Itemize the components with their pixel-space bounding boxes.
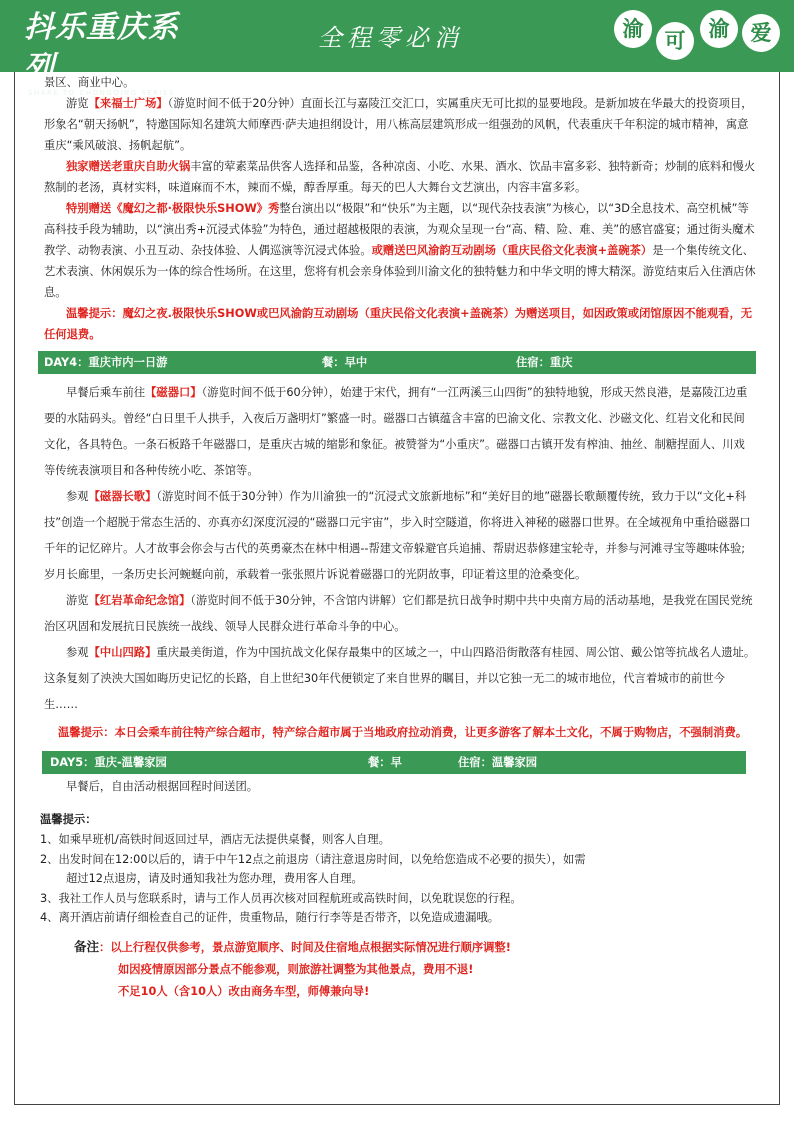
day4-p1-pre: 早餐后乘车前往 (66, 386, 146, 399)
brand-title: 抖乐重庆系列 (24, 10, 179, 85)
tips-list (40, 830, 756, 928)
day5-title: DAY5：重庆-温馨家园 (50, 756, 167, 769)
tips-section (40, 809, 756, 928)
day3-p3-highlight: 特别赠送《魔幻之都·极限快乐SHOW》秀 (66, 202, 280, 215)
day4-p4-text: 重庆最美街道，作为中国抗战文化保存最集中的区域之一，中山四路沿街散落有桂园、周公馆、戴公馆等抗战名人遗址。这条复刻了泱泱大国如晦历史记忆的长路，自上世纪30年代便锁定了来自世界的瞩目，并以它独一无二的城市地位，代言着城市的前世今生…… (44, 646, 756, 711)
day4-p4-highlight: 【中山四路】 (88, 646, 157, 659)
day3-tip: 温馨提示：魔幻之夜.极限快乐SHOW或巴风渝韵互动剧场（重庆民俗文化表演+盖碗茶）为赠送项目，如因政策或闭馆原因不能观看，无任何退费。 (44, 307, 753, 341)
day4-p4 (44, 640, 756, 718)
itinerary-content (40, 72, 756, 1003)
day3-p1-pre: 游览 (66, 97, 89, 110)
day4-p2 (44, 484, 756, 588)
day4-body (44, 380, 756, 743)
day3-p1 (44, 93, 756, 156)
badge-1: 渝 (614, 10, 652, 48)
day3-p2 (44, 156, 756, 198)
day4-p3-pre: 游览 (66, 594, 89, 607)
note-line-1 (44, 936, 756, 959)
day4-p3-text: （游览时间不低于30分钟，不含馆内讲解）它们都是抗日战争时期中共中央南方局的活动基地，是我党在国民党统治区巩固和发展抗日民族统一战线、领导人民群众进行革命斗争的中心。 (44, 594, 753, 633)
note-line-1-text: ：以上行程仅供参考，景点游览顺序、时间及住宿地点根据实际情况进行顺序调整! (99, 940, 511, 954)
brand-subtitle: SHARE TO CHONGQING SERIES (28, 89, 175, 97)
slogan-badges (614, 8, 784, 66)
day4-title: DAY4：重庆市内一日游 (44, 356, 168, 369)
day3-p1-highlight: 【来福士广场】 (88, 97, 168, 110)
day4-p2-pre: 参观 (66, 490, 89, 503)
tips-item-3: 3、我社工作人员与您联系时，请与工作人员再次核对回程航班或高铁时间，以免耽误您的行程。 (40, 891, 522, 905)
day3-p3-text2: 是一个集传统文化、艺术表演、休闲娱乐为一体的综合性场所。在这里，您将有机会亲身体验到川渝文化的独特魅力和中华文明的博大精深。游览结束后入住酒店休息。 (44, 244, 756, 299)
note-section (44, 936, 756, 1003)
tips-item-4: 4、离开酒店前请仔细检查自己的证件，贵重物品，随行行李等是否带齐，以免造成遗漏哦。 (40, 911, 500, 924)
day5-stay: 住宿：温馨家园 (458, 756, 538, 769)
badge-2: 可 (656, 22, 694, 60)
day4-p4-pre: 参观 (66, 646, 89, 659)
day4-p1 (44, 380, 756, 484)
day4-p3 (44, 588, 756, 640)
tips-item-1: 1、如乘早班机/高铁时间返回过早，酒店无法提供桌餐，则客人自理。 (40, 833, 390, 846)
day5-header (42, 751, 746, 774)
badge-4: 爱 (742, 14, 780, 52)
note-line-2: 如因疫情原因部分景点不能参观，则旅游社调整为其他景点，费用不退! (118, 962, 474, 976)
day4-p1-text: （游览时间不低于60分钟），始建于宋代，拥有“一江两溪三山四街”的独特地貌，形成天然良港，是嘉陵江边重要的水陆码头。曾经“白日里千人拱手，入夜后万盏明灯”繁盛一时。磁器口古镇蕴含丰富的巴渝文化、宗教文化、沙磁文化、红岩文化和民间文化，各具特色。一条石板路千年磁器口，是重庆古城的缩影和象征。被赞誉为“小重庆”。磁器口古镇开发有榨油、抽丝、制糖捏面人、川戏等传统表演项目和各种传统小吃、茶馆等。 (44, 386, 748, 477)
tips-item-2: 2、出发时间在12:00以后的，请于中午12点之前退房（请注意退房时间，以免给您造成不必要的损失），如需 (40, 852, 586, 866)
day3-p2-text: 丰富的荤素菜品供客人选择和品鉴，各种凉卤、小吃、水果、酒水、饮品丰富多彩、独特新奇；炒制的底料和慢火熬制的老汤，真材实料，味道麻而不木，辣而不燥，醇香厚重。每天的巴人大舞台文艺演出，内容丰富多彩。 (44, 160, 756, 194)
day3-p3-text: 整台演出以“极限”和“快乐”为主题，以“现代杂技表演”为核心，以“3D全息技术、高空机械”等高科技手段为辅助，以“演出秀+沉浸式体验”为特色，通过超越极限的表演，为观众呈现一台“高、精、险、难、美”的感官盛宴；通过街头魔术教学、动物表演、小丑互动、杂技体验、人偶巡演等沉浸式体验。 (44, 202, 755, 257)
day4-meals: 餐：早中 (322, 356, 368, 369)
badge-3: 渝 (700, 10, 738, 48)
day4-tip: 温馨提示：本日会乘车前往特产综合超市，特产综合超市属于当地政府拉动消费，让更多游客了解本土文化，不属于购物店，不强制消费。 (58, 726, 748, 739)
day4-header (38, 351, 756, 374)
day3-p3-highlight2: 或赠送巴风渝韵互动剧场（重庆民俗文化表演+盖碗茶） (371, 244, 653, 257)
day4-p2-text: （游览时间不低于30分钟）作为川渝独一的“沉浸式文旅新地标”和“美好目的地”磁器长歌颠覆传统，致力于以“文化+科技”创造一个超脱于常态生活的、亦真亦幻深度沉浸的“磁器口元宇宙”，步入时空隧道，你将进入神秘的磁器口世界。在全域视角中重拾磁器口千年的记忆碎片。人才故事会你会与古代的英勇豪杰在林中相遇--帮建文帝躲避官兵追捕、帮尉迟恭修建宝轮寺，并参与河滩寻宝等趣味体验;岁月长廊里，一条历史长河蜿蜒向前，承载着一张张照片诉说着磁器口的光阴故事，印证着这里的沧桑变化。 (44, 490, 751, 581)
day3-p1-text: （游览时间不低于20分钟）直面长江与嘉陵江交汇口，实属重庆无可比拟的显要地段。是新加坡在华最大的投资项目，形象名“朝天扬帆”，特邀国际知名建筑大师摩西·萨夫迪担纲设计，用八栋高层建筑形成一组强劲的风帆，代表重庆千年积淀的城市精神，寓意重庆“乘风破浪、扬帆起航”。 (44, 97, 753, 152)
note-label: 备注 (74, 938, 100, 954)
day3-p2-highlight: 独家赠送老重庆自助火锅 (66, 160, 191, 173)
day4-p1-highlight: 【磁器口】 (145, 386, 202, 399)
day5-p1: 早餐后，自由活动根据回程时间送团。 (66, 780, 259, 793)
day3-p3 (44, 198, 756, 303)
day4-stay: 住宿：重庆 (516, 356, 573, 369)
slogan: 全程零必消 (318, 24, 463, 52)
tips-title: 温馨提示： (40, 813, 97, 826)
day3-p0: 景区、商业中心。 (44, 76, 135, 89)
tips-item-2-cont: 超过12点退房，请及时通知我社为您办理，费用客人自理。 (66, 872, 363, 885)
day4-p3-highlight: 【红岩革命纪念馆】 (88, 594, 191, 607)
day4-p2-highlight: 【磁器长歌】 (88, 490, 157, 503)
note-line-3: 不足10人（含10人）改由商务车型，师傅兼向导! (118, 984, 370, 998)
day5-meals: 餐：早 (368, 756, 402, 769)
